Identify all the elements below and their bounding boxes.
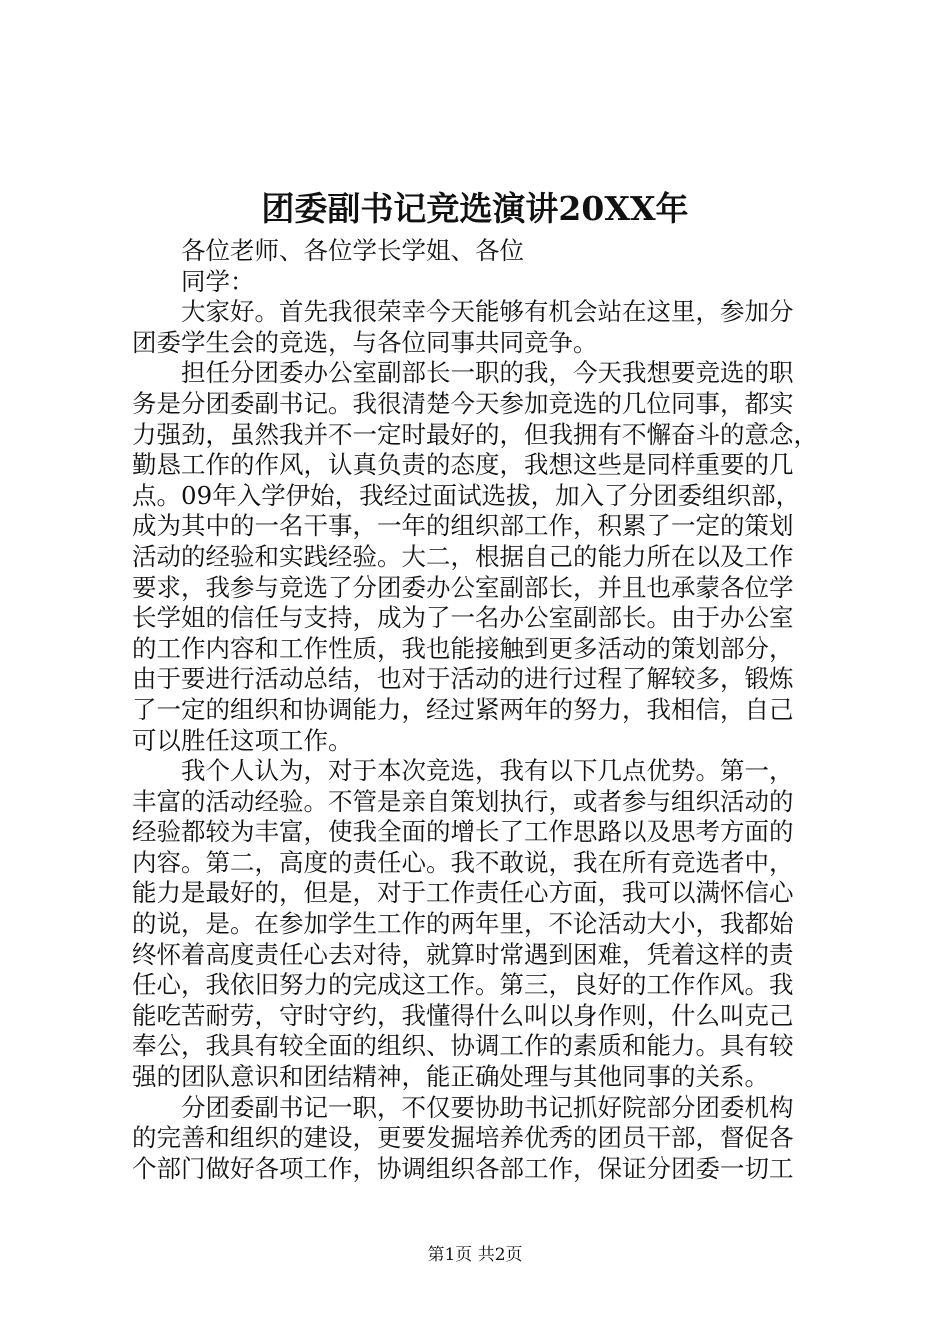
text-line: 终怀着高度责任心去对待，就算时常遇到困难，凭着这样的责 [132,939,794,969]
text-line: 担任分团委办公室副部长一职的我，今天我想要竞选的职 [181,358,794,388]
text-line: 个部门做好各项工作，协调组织各部工作，保证分团委一切工 [132,1153,794,1183]
text-line: 奉公，我具有较全面的组织、协调工作的素质和能力。具有较 [132,1031,794,1061]
text-line: 丰富的活动经验。不管是亲自策划执行，或者参与组织活动的 [132,786,794,816]
text-line: 团委学生会的竞选，与各位同事共同竞争。 [132,327,598,357]
text-line: 勤恳工作的作风，认真负责的态度，我想这些是同样重要的几 [132,450,794,480]
text-line: 要求，我参与竞选了分团委办公室副部长，并且也承蒙各位学 [132,572,794,602]
text-line: 各位老师、各位学长学姐、各位 [181,236,524,265]
text-line: 强的团队意识和团结精神，能正确处理与其他同事的关系。 [132,1062,769,1092]
document-body [132,236,832,1184]
text-line: 我个人认为，对于本次竞选，我有以下几点优势。第一， [181,756,794,786]
document-title: 团委副书记竞选演讲20XX年 [261,189,689,228]
text-line: 任心，我依旧努力的完成这工作。第三，良好的工作作风。我 [132,970,794,1000]
text-line: 点。09年入学伊始，我经过面试选拔，加入了分团委组织部， [132,480,801,510]
text-line: 内容。第二，高度的责任心。我不敢说，我在所有竞选者中， [132,847,794,877]
text-line: 力强劲，虽然我并不一定时最好的，但我拥有不懈奋斗的意念， [132,419,818,449]
text-line: 长学姐的信任与支持，成为了一名办公室副部长。由于办公室 [132,603,794,633]
text-line: 能力是最好的，但是，对于工作责任心方面，我可以满怀信心 [132,878,794,908]
text-line: 成为其中的一名干事，一年的组织部工作，积累了一定的策划 [132,511,794,541]
text-line: 活动的经验和实践经验。大二，根据自己的能力所在以及工作 [132,541,794,571]
text-line: 的说，是。在参加学生工作的两年里，不论活动大小，我都始 [132,909,794,939]
text-line: 务是分团委副书记。我很清楚今天参加竞选的几位同事，都实 [132,388,794,418]
text-line: 由于要进行活动总结，也对于活动的进行过程了解较多，锻炼 [132,664,794,694]
text-line: 能吃苦耐劳，守时守约，我懂得什么叫以身作则，什么叫克己 [132,1000,794,1030]
text-line: 分团委副书记一职，不仅要协助书记抓好院部分团委机构 [181,1092,794,1122]
text-line: 可以胜任这项工作。 [132,725,353,755]
text-line: 同学： [181,266,255,296]
text-line: 的完善和组织的建设，更要发掘培养优秀的团员干部，督促各 [132,1123,794,1153]
text-line: 的工作内容和工作性质，我也能接触到更多活动的策划部分， [132,633,794,663]
text-line: 了一定的组织和协调能力，经过紧两年的努力，我相信，自己 [132,694,794,724]
text-line: 大家好。首先我很荣幸今天能够有机会站在这里，参加分 [181,297,794,327]
page-footer: 第1页 共2页 [427,1245,523,1265]
text-line: 经验都较为丰富，使我全面的增长了工作思路以及思考方面的 [132,817,794,847]
